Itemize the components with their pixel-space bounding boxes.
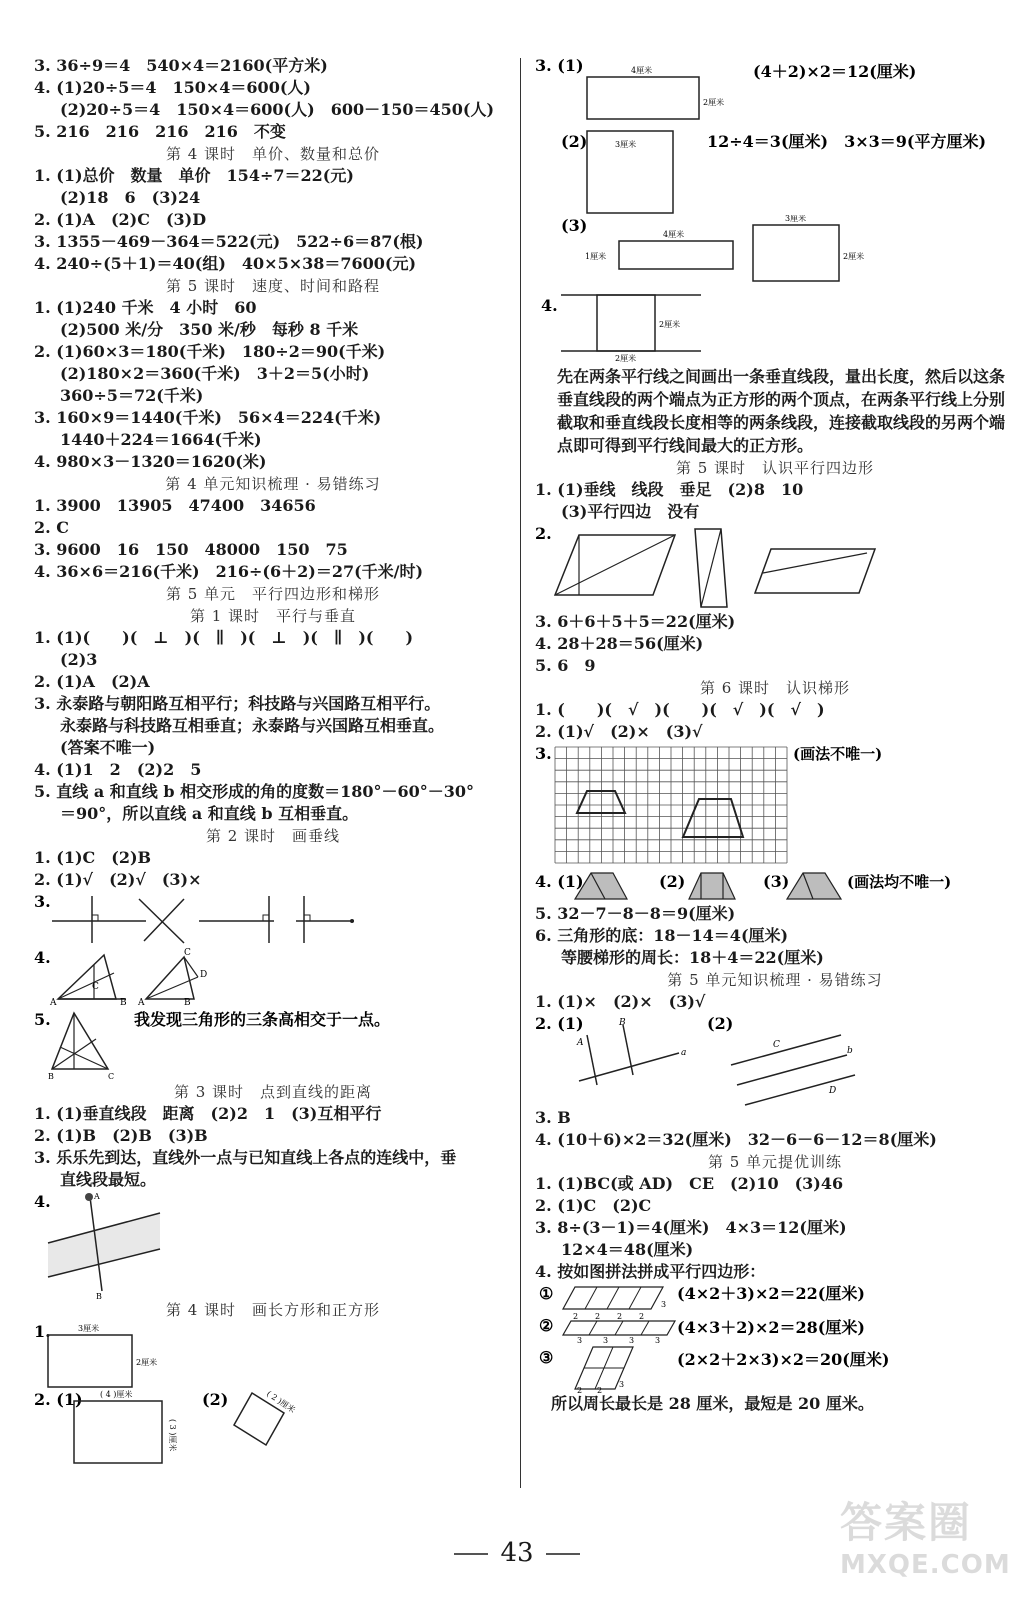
- formula: (4＋2)×2＝12(厘米): [753, 62, 917, 81]
- note-text: (画法均不唯一): [847, 873, 952, 891]
- answer-line: 2. (1)B (2)B (3)B: [34, 1126, 208, 1145]
- river-distance-drawing: [34, 1191, 512, 1299]
- page-number-dash: [546, 1553, 580, 1555]
- rectangle-figure: [34, 1321, 512, 1389]
- point-label: b: [847, 1046, 853, 1056]
- triangle-height-figures: [34, 947, 512, 1009]
- answer-line: 4. (10＋6)×2＝32(厘米) 32－6－6－12＝8(厘米): [535, 1130, 937, 1149]
- answer-line: 3. 8÷(3－1)＝4(厘米) 4×3＝12(厘米): [535, 1218, 847, 1237]
- answer-line: 5. 32－7－8－8＝9(厘米): [535, 904, 736, 923]
- point-label: A: [138, 998, 145, 1008]
- answer-line: 2. C: [34, 518, 70, 537]
- answer-line: 3. 9600 16 150 48000 150 75: [34, 540, 348, 559]
- segment-label: 3: [629, 1336, 635, 1345]
- answer-line: 1. (1)垂线 线段 垂足 (2)8 10: [535, 480, 804, 499]
- question-number: 1.: [34, 1322, 51, 1341]
- point-label: a: [681, 1048, 687, 1058]
- square-between-parallels-drawing: [535, 285, 1015, 365]
- segment-label: 2: [617, 1312, 623, 1321]
- tiling-drawing: [535, 1283, 1015, 1393]
- triangle-altitudes-figure: [34, 1009, 512, 1081]
- dimension-label: 3厘米: [615, 140, 637, 149]
- method-paragraph: 先在两条平行线之间画出一条垂直线段，量出长度，然后以这条垂直线段的两个端点为正方形的两个顶点，在两条平行线上分别截取和垂直线段长度相等的两条线段，连接截取线段的另两个端点即可得到平行线间最大的正方形。: [557, 367, 1006, 455]
- answer-line: 12×4＝48(厘米): [561, 1240, 694, 1259]
- option-number: ①: [539, 1284, 554, 1303]
- parallelogram-heights-drawing: [535, 523, 1015, 611]
- formula: (4×3＋2)×2＝28(厘米): [677, 1318, 865, 1337]
- section-heading: 第 4 课时 画长方形和正方形: [165, 1301, 381, 1319]
- watermark-url: MXQE.COM: [840, 1550, 1011, 1580]
- answer-line: 2. (1)√ (2)√ (3)×: [34, 870, 202, 889]
- dimension-label: 4厘米: [631, 66, 653, 75]
- answer-line: 1440＋224＝1664(千米): [60, 430, 262, 449]
- answer-line: 5. 6 9: [535, 656, 596, 675]
- point-label: A: [577, 1038, 584, 1048]
- tiling-figures: [535, 1283, 1015, 1393]
- answer-line: 1. (1)总价 数量 单价 154÷7＝22(元): [34, 166, 354, 185]
- answer-line: 4. (1)20÷5＝4 150×4＝600(人): [34, 78, 311, 97]
- answer-line: 4. 28＋28＝56(厘米): [535, 634, 704, 653]
- rect-4x2-figure: [535, 55, 1015, 121]
- dimension-label: 3厘米: [78, 1324, 100, 1333]
- question-number: 3. (1): [535, 56, 584, 75]
- dimension-label: 2厘米: [703, 98, 725, 107]
- segment-label: 3: [577, 1336, 583, 1345]
- answer-line: (3)平行四边 没有: [561, 502, 700, 521]
- answer-line: 5. 直线 a 和直线 b 相交形成的角的度数＝180°－60°－30°: [34, 782, 475, 801]
- answer-line: 1. (1)( )( ⊥ )( ∥ )( ⊥ )( ∥ )( ): [34, 628, 414, 647]
- answer-line: 永泰路与科技路互相垂直；永泰路与兴国路互相垂直。: [60, 716, 445, 735]
- answer-line: 6. 三角形的底：18－14＝4(厘米): [535, 926, 789, 945]
- section-heading: 第 1 课时 平行与垂直: [189, 607, 357, 625]
- answer-line: 1. (1)× (2)× (3)√: [535, 992, 706, 1011]
- unit-heading: 第 5 单元 平行四边形和梯形: [165, 585, 381, 603]
- section-heading: 第 6 课时 认识梯形: [699, 679, 851, 697]
- answer-line: (2)500 米/分 350 米/秒 每秒 8 千米: [60, 320, 359, 339]
- answer-line: 1. (1)240 千米 4 小时 60: [34, 298, 257, 317]
- rect-pair-drawing: [535, 215, 1015, 285]
- answer-line: 等腰梯形的周长：18＋4＝22(厘米): [561, 948, 824, 967]
- answer-line: ＝90°，所以直线 a 和直线 b 互相垂直。: [60, 804, 359, 823]
- dimension-label: 4厘米: [663, 230, 685, 239]
- square-3cm-figure: [535, 121, 1015, 215]
- answer-line: 4. 36×6＝216(千米) 216÷(6＋2)＝27(千米/时): [34, 562, 424, 581]
- answer-line: 5. 216 216 216 216 不变: [34, 122, 286, 141]
- section-heading: 第 4 单元知识梳理 · 易错练习: [165, 475, 381, 493]
- segment-label: 2: [595, 1312, 601, 1321]
- question-number: 2. (1): [34, 1390, 83, 1409]
- answer-line: (2)20÷5＝4 150×4＝600(人) 600－150＝450(人): [60, 100, 495, 119]
- parallel-lines-drawing: [535, 1013, 1015, 1107]
- perpendicular-figures: [34, 891, 512, 947]
- point-label: B: [184, 998, 191, 1008]
- question-number: (3): [763, 872, 790, 891]
- dimension-label: ( 3 )厘米: [168, 1419, 177, 1452]
- trapezoid-split-drawing: [535, 869, 1015, 903]
- answer-line: (答案不唯一): [60, 738, 156, 757]
- rectangle-square-figure: [34, 1389, 512, 1471]
- dimension-label: 2厘米: [659, 320, 681, 329]
- formula: (4×2＋3)×2＝22(厘米): [677, 1284, 865, 1303]
- perpendicular-drawing: [34, 891, 512, 947]
- point-label: A: [50, 998, 57, 1008]
- option-number: ②: [539, 1316, 554, 1335]
- answer-line: 3. 1355－469－364＝522(元) 522÷6＝87(根): [34, 232, 424, 251]
- question-number: 4.: [34, 1192, 51, 1211]
- question-number: (2): [561, 132, 588, 151]
- answer-line: 1. ( )( √ )( )( √ )( √ ): [535, 700, 825, 719]
- point-label: C: [108, 1072, 115, 1081]
- point-label: C: [773, 1040, 780, 1050]
- answer-line: 直线段最短。: [60, 1170, 157, 1189]
- answer-line: 2. (1)C (2)C: [535, 1196, 652, 1215]
- segment-label: 2: [639, 1312, 645, 1321]
- page-number-dash: [454, 1553, 488, 1555]
- question-number: (2): [707, 1014, 734, 1033]
- segment-label: 3: [603, 1336, 609, 1345]
- dimension-label: 2厘米: [843, 252, 865, 261]
- dimension-label: 2厘米: [615, 354, 637, 363]
- formula: (2×2＋2×3)×2＝20(厘米): [677, 1350, 890, 1369]
- answer-line: (2)180×2＝360(千米) 3＋2＝5(小时): [60, 364, 370, 383]
- section-heading: 第 4 课时 单价、数量和总价: [165, 145, 381, 163]
- option-number: ③: [539, 1348, 554, 1367]
- rectangle-drawing: [34, 1321, 512, 1389]
- point-label: B: [619, 1018, 626, 1028]
- point-label: B: [96, 1292, 102, 1299]
- rect-pair-figure: [535, 215, 1015, 285]
- answer-line: 1. (1)C (2)B: [34, 848, 152, 867]
- point-label: D: [200, 970, 208, 980]
- finding-text: 我发现三角形的三条高相交于一点。: [134, 1010, 391, 1029]
- square-3cm-drawing: [535, 121, 1015, 215]
- rect-4x2-drawing: [535, 55, 1015, 121]
- section-heading: 第 5 课时 速度、时间和路程: [165, 277, 381, 295]
- answer-line: 3. 160×9＝1440(千米) 56×4＝224(千米): [34, 408, 382, 427]
- section-heading: 第 3 课时 点到直线的距离: [173, 1083, 373, 1101]
- segment-label: 2: [577, 1386, 583, 1393]
- point-label: A: [94, 1192, 100, 1201]
- segment-label: 3: [619, 1380, 625, 1389]
- dimension-label: ( 4 )厘米: [100, 1390, 133, 1399]
- parallel-lines-figure: [535, 1013, 1015, 1107]
- segment-label: 3: [661, 1300, 667, 1309]
- section-heading: 第 5 课时 认识平行四边形: [675, 459, 875, 477]
- point-label: C: [184, 948, 191, 958]
- question-number: (2): [659, 872, 686, 891]
- dimension-label: ( 2 )厘米: [264, 1389, 297, 1415]
- answer-line: 360÷5＝72(千米): [60, 386, 204, 405]
- point-label: D: [829, 1086, 837, 1096]
- trapezoid-grid-drawing: [535, 743, 1015, 869]
- question-number: 2.: [535, 524, 552, 543]
- section-heading: 第 2 课时 画垂线: [205, 827, 341, 845]
- answer-line: 所以周长最长是 28 厘米，最短是 20 厘米。: [551, 1394, 874, 1413]
- segment-label: 3: [655, 1336, 661, 1345]
- answer-line: (2)18 6 (3)24: [60, 188, 201, 207]
- answer-line: 3. B: [535, 1108, 571, 1127]
- answer-line: 4. (1)1 2 (2)2 5: [34, 760, 202, 779]
- note-text: (画法不唯一): [793, 745, 883, 763]
- answer-line: 3. 6＋6＋5＋5＝22(厘米): [535, 612, 736, 631]
- answer-line: 1. 3900 13905 47400 34656: [34, 496, 316, 515]
- answer-line: 4. 按如图拼法拼成平行四边形：: [535, 1262, 766, 1281]
- watermark: [840, 1490, 1025, 1590]
- answer-line: (2)3: [60, 650, 98, 669]
- answer-line: 2. (1)A (2)A: [34, 672, 150, 691]
- point-label: B: [48, 1072, 54, 1081]
- answer-line: 4. 980×3－1320＝1620(米): [34, 452, 267, 471]
- segment-label: 2: [573, 1312, 579, 1321]
- point-label: C: [92, 982, 99, 992]
- trapezoid-split-figure: [535, 869, 1015, 903]
- column-divider: [520, 58, 521, 1488]
- page-number-text: 43: [500, 1538, 534, 1568]
- dimension-label: 1厘米: [585, 252, 607, 261]
- triangle-height-drawing: [34, 947, 512, 1009]
- formula: 12÷4＝3(厘米) 3×3＝9(平方厘米): [707, 132, 987, 151]
- point-label: B: [120, 998, 127, 1008]
- trapezoid-grid-figure: [535, 743, 1015, 869]
- question-number: 4.: [541, 296, 558, 315]
- answer-line: 4. 240÷(5＋1)＝40(组) 40×5×38＝7600(元): [34, 254, 417, 273]
- answer-line: 2. (1)60×3＝180(千米) 180÷2＝90(千米): [34, 342, 386, 361]
- question-number: (2): [202, 1390, 229, 1409]
- question-number: 3.: [34, 892, 51, 911]
- question-number: 5.: [34, 1010, 51, 1029]
- answer-line: 3. 乐乐先到达，直线外一点与已知直线上各点的连线中，垂: [34, 1148, 457, 1167]
- river-distance-figure: [34, 1191, 512, 1299]
- answer-line: 1. (1)垂直线段 距离 (2)2 1 (3)互相平行: [34, 1104, 382, 1123]
- section-heading: 第 5 单元知识梳理 · 易错练习: [667, 971, 883, 989]
- triangle-altitudes-drawing: [34, 1009, 512, 1081]
- question-number: 4. (1): [535, 872, 584, 891]
- answer-line: 1. (1)BC(或 AD) CE (2)10 (3)46: [535, 1174, 844, 1193]
- answer-line: 2. (1)A (2)C (3)D: [34, 210, 207, 229]
- question-number: 2. (1): [535, 1014, 584, 1033]
- answer-line: 3. 36÷9＝4 540×4＝2160(平方米): [34, 56, 328, 75]
- question-number: (3): [561, 216, 588, 235]
- answer-line: 3. 永泰路与朝阳路互相平行；科技路与兴国路互相平行。: [34, 694, 441, 713]
- parallelogram-heights-figure: [535, 523, 1015, 611]
- square-between-parallels-figure: [535, 285, 1015, 365]
- rectangle-square-drawing: [34, 1389, 512, 1471]
- section-heading: 第 5 单元提优训练: [707, 1153, 843, 1171]
- dimension-label: 3厘米: [785, 215, 807, 223]
- right-column: [535, 55, 1015, 1415]
- watermark-logo-text: 答案圈: [840, 1498, 973, 1547]
- question-number: 3.: [535, 744, 552, 763]
- question-number: 4.: [34, 948, 51, 967]
- dimension-label: 2厘米: [136, 1358, 158, 1367]
- segment-label: 2: [597, 1386, 603, 1393]
- left-column: [34, 55, 512, 1471]
- answer-line: 2. (1)√ (2)× (3)√: [535, 722, 703, 741]
